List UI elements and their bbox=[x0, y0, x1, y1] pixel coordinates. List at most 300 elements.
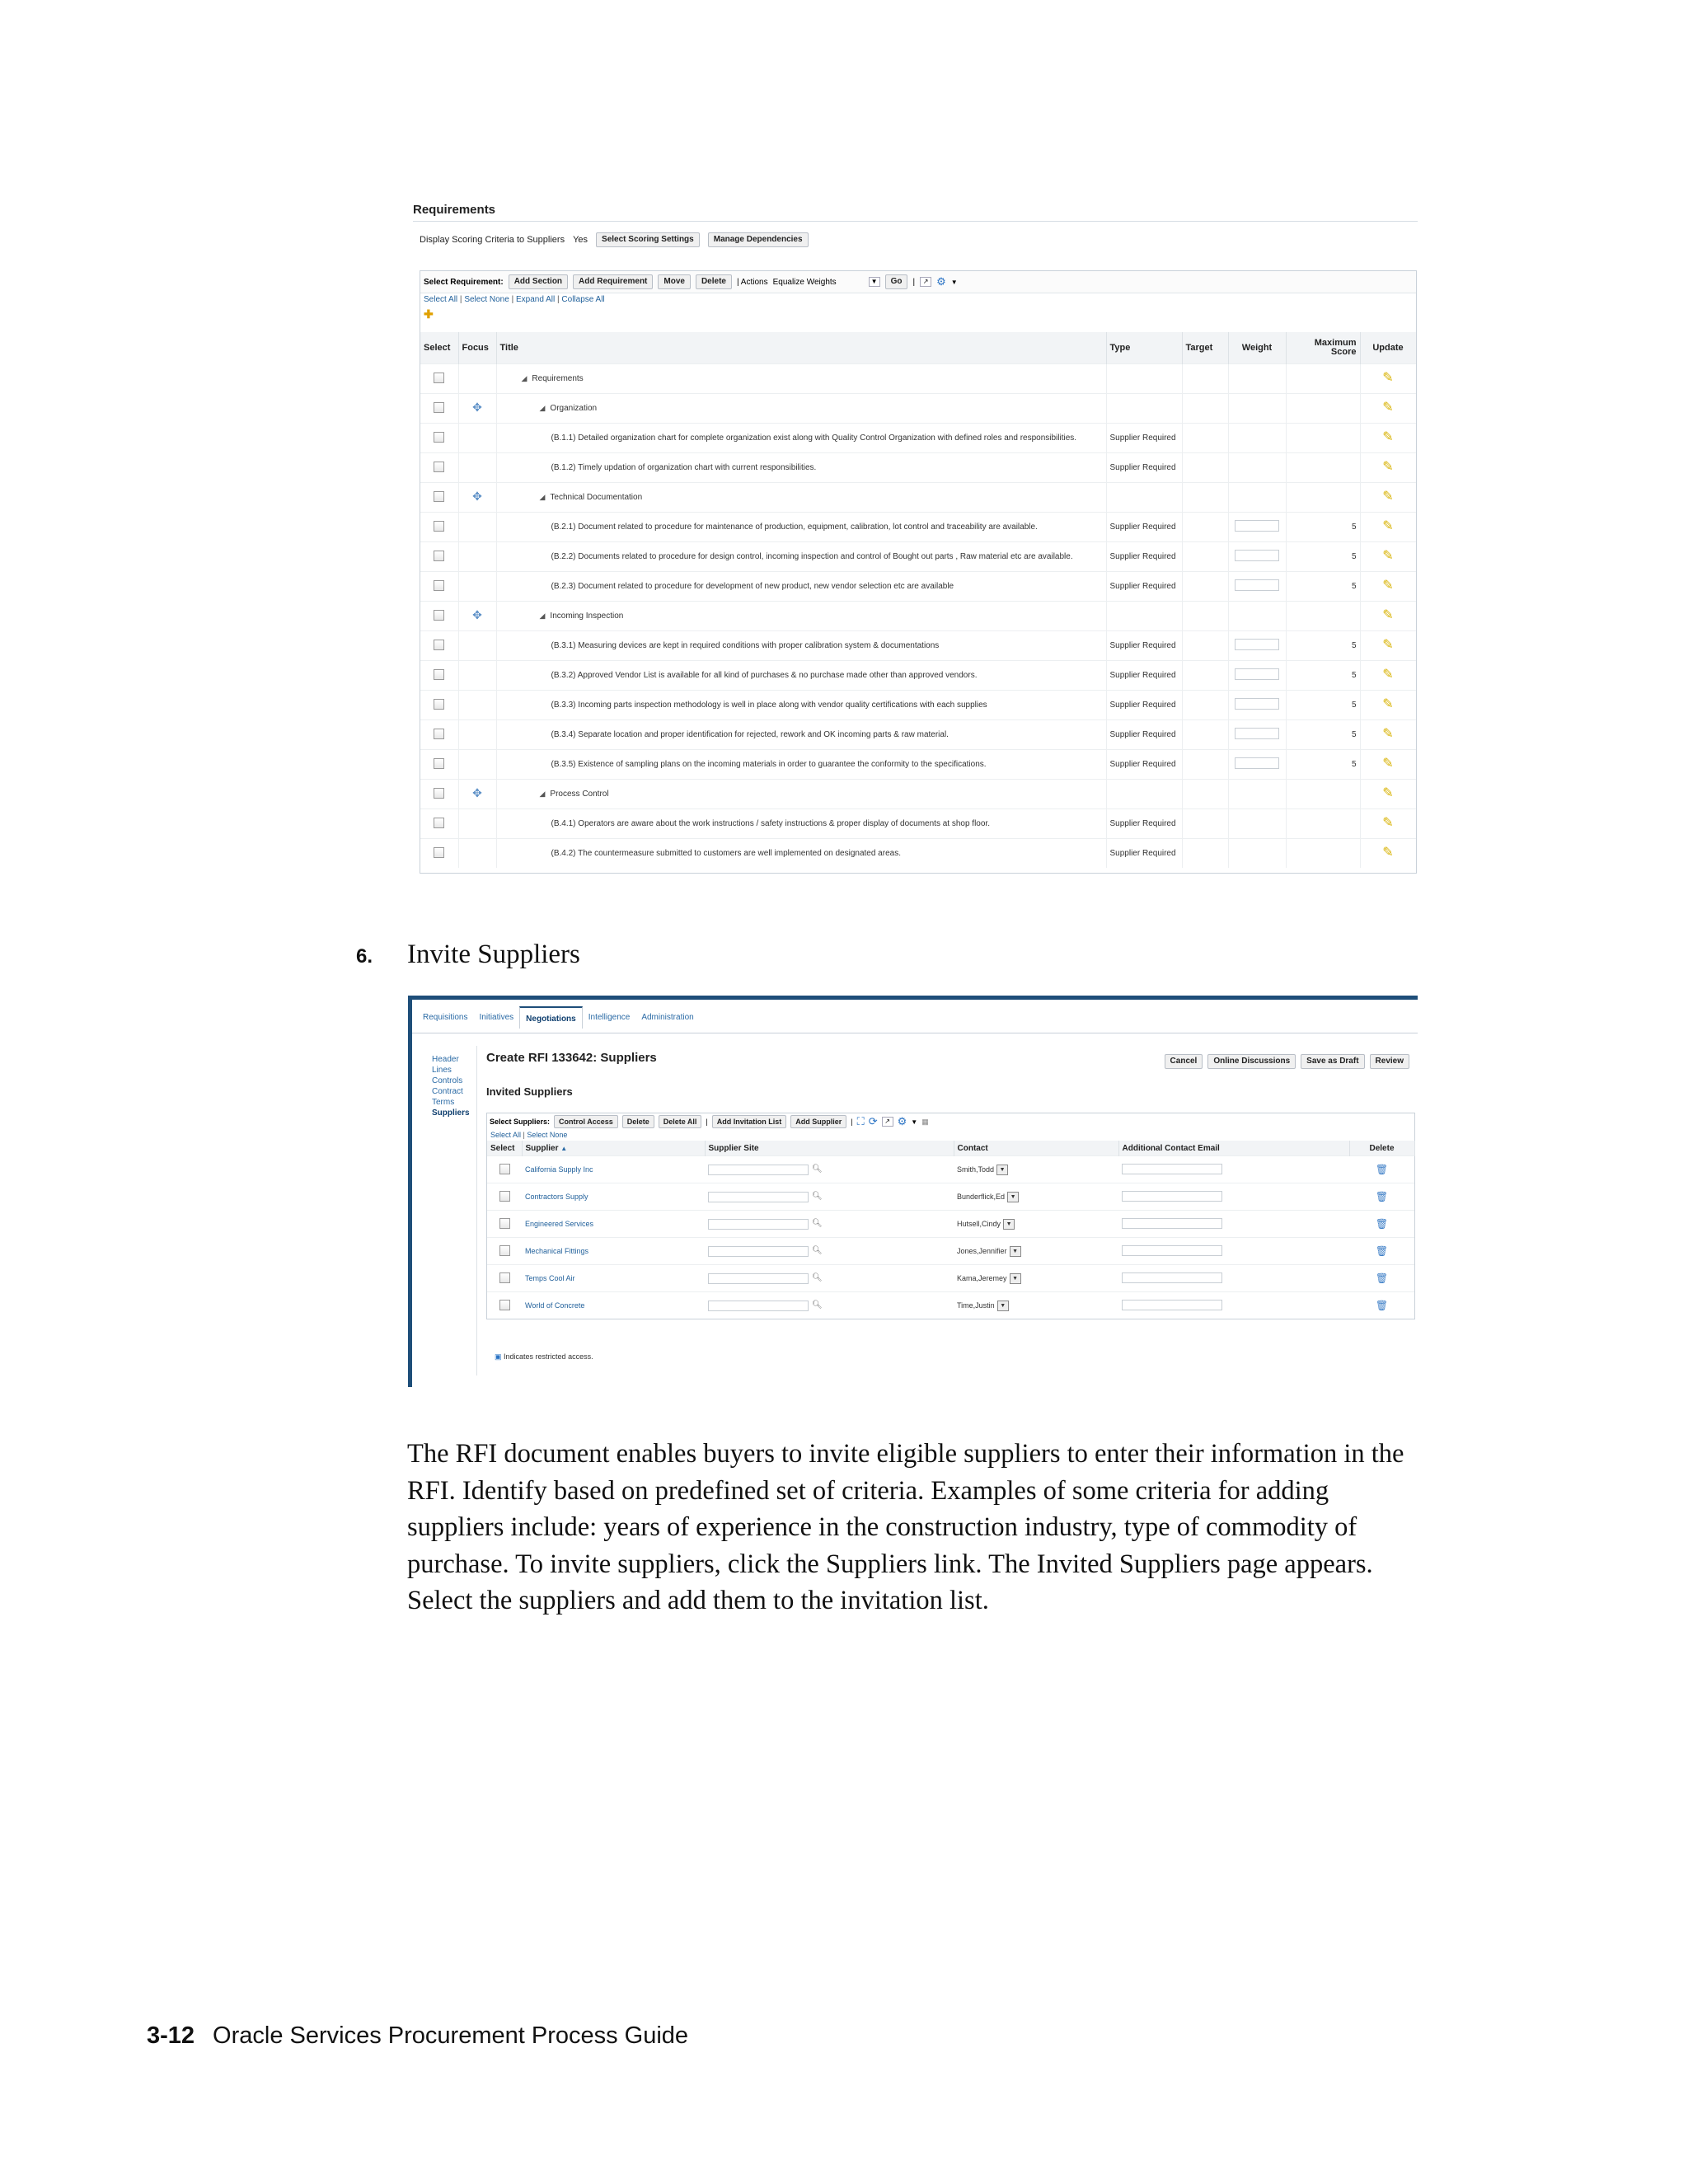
save-as-draft-button[interactable]: Save as Draft bbox=[1301, 1054, 1364, 1069]
weight-cell bbox=[1228, 483, 1286, 513]
score-cell: 5 bbox=[1286, 691, 1360, 720]
supplier-site-cell bbox=[705, 1238, 954, 1265]
email-cell bbox=[1118, 1183, 1349, 1211]
supplier-site-input[interactable] bbox=[708, 1165, 809, 1175]
select-all-link[interactable]: Select All bbox=[490, 1131, 522, 1139]
type-cell: Supplier Required bbox=[1106, 572, 1182, 602]
weight-input[interactable] bbox=[1235, 550, 1279, 561]
delete-cell bbox=[1349, 1238, 1414, 1265]
gear-icon[interactable]: ⚙ bbox=[897, 1115, 907, 1127]
trash-icon[interactable]: 🗑︎ bbox=[1375, 1245, 1389, 1257]
pencil-icon[interactable]: ✎ bbox=[1382, 846, 1394, 860]
table-row bbox=[420, 424, 1416, 453]
focus-cell bbox=[458, 394, 496, 424]
tab-initiatives[interactable]: Initiatives bbox=[479, 1013, 514, 1022]
supplier-site-cell bbox=[705, 1183, 954, 1211]
row-checkbox[interactable] bbox=[434, 373, 444, 383]
select-requirement-label: Select Requirement: bbox=[424, 277, 504, 287]
additional-email-input[interactable] bbox=[1122, 1191, 1222, 1202]
select-cell bbox=[420, 809, 458, 839]
select-cell bbox=[420, 602, 458, 631]
weight-input[interactable] bbox=[1235, 668, 1279, 680]
separator: | bbox=[706, 1118, 708, 1126]
select-cell bbox=[420, 424, 458, 453]
weight-cell bbox=[1228, 631, 1286, 661]
requirement-title: (B.3.3) Incoming parts inspection methodology is well in place along with vendor quality certifications with each supplies bbox=[551, 701, 987, 710]
weight-input[interactable] bbox=[1235, 520, 1279, 532]
row-checkbox[interactable] bbox=[499, 1272, 510, 1283]
weight-cell bbox=[1228, 453, 1286, 483]
contact-value: Jones,Jennifier bbox=[957, 1246, 1007, 1255]
row-checkbox[interactable] bbox=[434, 729, 444, 739]
delete-cell bbox=[1349, 1292, 1414, 1319]
table-row bbox=[420, 483, 1416, 513]
title-cell bbox=[496, 572, 1106, 602]
row-checkbox[interactable] bbox=[499, 1218, 510, 1229]
chevron-down-icon[interactable]: ▼ bbox=[996, 1165, 1008, 1175]
refresh-icon[interactable]: ⟳ bbox=[868, 1115, 878, 1127]
additional-email-input[interactable] bbox=[1122, 1300, 1222, 1310]
update-cell bbox=[1360, 780, 1416, 809]
add-section-button[interactable]: Add Section bbox=[509, 274, 568, 289]
search-icon[interactable]: 🔍︎ bbox=[812, 1219, 823, 1229]
pencil-icon[interactable]: ✎ bbox=[1382, 430, 1394, 444]
delete-cell bbox=[1349, 1183, 1414, 1211]
expand-triangle-icon[interactable]: ◢ bbox=[521, 374, 528, 382]
focus-icon[interactable]: ✥ bbox=[472, 490, 482, 503]
select-cell bbox=[420, 750, 458, 780]
review-button[interactable]: Review bbox=[1370, 1054, 1409, 1069]
table-row bbox=[420, 780, 1416, 809]
manage-dependencies-button[interactable]: Manage Dependencies bbox=[708, 232, 809, 247]
page-number: 3-12 bbox=[147, 2022, 195, 2049]
weight-cell bbox=[1228, 691, 1286, 720]
supplier-link[interactable]: California Supply Inc bbox=[525, 1165, 593, 1174]
table-row bbox=[420, 631, 1416, 661]
row-checkbox[interactable] bbox=[434, 699, 444, 710]
collapse-all-link[interactable]: Collapse All bbox=[561, 295, 605, 304]
select-cell bbox=[420, 364, 458, 394]
supplier-link[interactable]: Temps Cool Air bbox=[525, 1274, 575, 1282]
focus-cell bbox=[458, 661, 496, 691]
type-cell bbox=[1106, 483, 1182, 513]
target-cell bbox=[1182, 691, 1228, 720]
column-header: Contact bbox=[954, 1141, 1118, 1156]
supplier-cell bbox=[522, 1265, 705, 1292]
title-cell bbox=[496, 750, 1106, 780]
table-row bbox=[420, 364, 1416, 394]
step-title: Invite Suppliers bbox=[407, 940, 580, 969]
supplier-link[interactable]: Mechanical Fittings bbox=[525, 1247, 589, 1255]
export-icon[interactable]: ↗ bbox=[882, 1117, 893, 1127]
update-cell bbox=[1360, 661, 1416, 691]
export-icon[interactable]: ↗ bbox=[920, 277, 931, 287]
table-row bbox=[420, 602, 1416, 631]
actions-label: | Actions bbox=[736, 277, 768, 287]
supplier-site-input[interactable] bbox=[708, 1246, 809, 1257]
restricted-access-note: ▣ Indicates restricted access. bbox=[495, 1352, 593, 1361]
detach-icon[interactable]: ⛶ bbox=[856, 1115, 865, 1127]
select-cell bbox=[420, 661, 458, 691]
tab-requisitions[interactable]: Requisitions bbox=[423, 1013, 468, 1022]
weight-input[interactable] bbox=[1235, 728, 1279, 739]
row-checkbox[interactable] bbox=[434, 462, 444, 472]
title-cell bbox=[496, 661, 1106, 691]
weight-input[interactable] bbox=[1235, 639, 1279, 650]
contact-cell bbox=[954, 1183, 1118, 1211]
tab-intelligence[interactable]: Intelligence bbox=[588, 1013, 631, 1022]
add-invitation-list-button[interactable]: Add Invitation List bbox=[712, 1115, 787, 1128]
row-checkbox[interactable] bbox=[499, 1164, 510, 1174]
supplier-site-input[interactable] bbox=[708, 1273, 809, 1284]
target-cell bbox=[1182, 542, 1228, 572]
pencil-icon[interactable]: ✎ bbox=[1382, 401, 1394, 415]
suppliers-screenshot bbox=[408, 996, 1418, 1387]
target-cell bbox=[1182, 839, 1228, 869]
contact-value: Bunderflick,Ed bbox=[957, 1192, 1006, 1201]
requirement-title: (B.3.5) Existence of sampling plans on the incoming materials in order to guarantee the conformity to the specifications. bbox=[551, 760, 987, 769]
pencil-icon[interactable]: ✎ bbox=[1382, 757, 1394, 771]
chevron-down-icon[interactable]: ▼ bbox=[997, 1301, 1009, 1311]
chevron-down-icon[interactable]: ▼ bbox=[869, 277, 880, 287]
title-cell bbox=[496, 542, 1106, 572]
trash-icon[interactable]: 🗑︎ bbox=[1375, 1218, 1389, 1230]
search-icon[interactable]: 🔍︎ bbox=[812, 1192, 823, 1202]
display-scoring-value: Yes bbox=[573, 235, 588, 245]
chevron-down-icon[interactable]: ▼ bbox=[1010, 1273, 1021, 1284]
search-icon[interactable]: 🔍︎ bbox=[812, 1273, 823, 1283]
update-cell bbox=[1360, 602, 1416, 631]
requirements-table bbox=[420, 332, 1417, 868]
score-cell bbox=[1286, 602, 1360, 631]
column-header: Delete bbox=[1349, 1141, 1414, 1156]
weight-cell bbox=[1228, 542, 1286, 572]
update-cell bbox=[1360, 631, 1416, 661]
update-cell bbox=[1360, 483, 1416, 513]
table-row bbox=[487, 1265, 1414, 1292]
requirement-title: (B.3.1) Measuring devices are kept in required conditions with proper calibration system & documentations bbox=[551, 641, 940, 650]
table-row bbox=[420, 839, 1416, 869]
row-checkbox[interactable] bbox=[499, 1300, 510, 1310]
table-row bbox=[420, 691, 1416, 720]
update-cell bbox=[1360, 691, 1416, 720]
side-nav-header[interactable]: Header bbox=[432, 1055, 459, 1064]
expand-triangle-icon[interactable]: ◢ bbox=[539, 404, 546, 412]
type-cell bbox=[1106, 780, 1182, 809]
search-icon[interactable]: 🔍︎ bbox=[812, 1301, 823, 1310]
select-none-link[interactable]: Select None bbox=[527, 1131, 568, 1139]
row-checkbox[interactable] bbox=[434, 402, 444, 413]
row-checkbox[interactable] bbox=[434, 432, 444, 443]
delete-all-button[interactable]: Delete All bbox=[659, 1115, 702, 1128]
title-cell bbox=[496, 780, 1106, 809]
requirement-title: (B.1.2) Timely updation of organization chart with current responsibilities. bbox=[551, 463, 817, 472]
row-checkbox[interactable] bbox=[499, 1191, 510, 1202]
select-cell bbox=[420, 394, 458, 424]
side-nav-contract-terms[interactable]: Contract Terms bbox=[432, 1087, 463, 1107]
side-nav-suppliers[interactable]: Suppliers bbox=[432, 1108, 470, 1118]
chevron-down-icon[interactable]: ▼ bbox=[1010, 1246, 1021, 1257]
row-checkbox[interactable] bbox=[434, 491, 444, 502]
additional-email-input[interactable] bbox=[1122, 1218, 1222, 1229]
score-cell bbox=[1286, 809, 1360, 839]
weight-cell bbox=[1228, 572, 1286, 602]
selection-links: Select All | Select None | Expand All | Collapse All bbox=[424, 295, 605, 304]
table-row bbox=[420, 542, 1416, 572]
move-button[interactable]: Move bbox=[658, 274, 691, 289]
focus-cell bbox=[458, 453, 496, 483]
weight-cell bbox=[1228, 839, 1286, 869]
delete-cell bbox=[1349, 1265, 1414, 1292]
table-header-row bbox=[487, 1141, 1414, 1156]
pencil-icon[interactable]: ✎ bbox=[1382, 638, 1394, 652]
focus-icon[interactable]: ✥ bbox=[472, 786, 482, 799]
weight-input[interactable] bbox=[1235, 757, 1279, 769]
supplier-site-input[interactable] bbox=[708, 1192, 809, 1202]
target-cell bbox=[1182, 750, 1228, 780]
side-nav-controls[interactable]: Controls bbox=[432, 1076, 463, 1085]
title-cell bbox=[496, 424, 1106, 453]
separator: | bbox=[851, 1118, 853, 1126]
pencil-icon[interactable]: ✎ bbox=[1382, 697, 1394, 711]
target-cell bbox=[1182, 394, 1228, 424]
supplier-link[interactable]: Engineered Services bbox=[525, 1220, 594, 1228]
section-title: Invited Suppliers bbox=[486, 1085, 573, 1098]
suppliers-panel bbox=[486, 1113, 1415, 1319]
restricted-access-icon: ▣ bbox=[495, 1352, 502, 1361]
row-checkbox[interactable] bbox=[434, 580, 444, 591]
column-header: Weight bbox=[1228, 332, 1286, 364]
select-cell bbox=[420, 691, 458, 720]
divider bbox=[476, 1046, 477, 1376]
suppliers-toolbar bbox=[487, 1113, 1414, 1130]
focus-cell bbox=[458, 780, 496, 809]
additional-email-input[interactable] bbox=[1122, 1164, 1222, 1174]
weight-cell bbox=[1228, 750, 1286, 780]
supplier-link[interactable]: World of Concrete bbox=[525, 1301, 585, 1310]
supplier-link[interactable]: Contractors Supply bbox=[525, 1193, 588, 1201]
row-checkbox[interactable] bbox=[434, 640, 444, 650]
tab-negotiations[interactable]: Negotiations bbox=[519, 1006, 583, 1029]
update-cell bbox=[1360, 364, 1416, 394]
control-access-button[interactable]: Control Access bbox=[554, 1115, 618, 1128]
suppliers-table bbox=[487, 1141, 1415, 1319]
title-cell bbox=[496, 364, 1106, 394]
expand-triangle-icon[interactable]: ◢ bbox=[539, 612, 546, 620]
focus-icon[interactable]: ✥ bbox=[472, 401, 482, 414]
score-cell: 5 bbox=[1286, 513, 1360, 542]
title-cell bbox=[496, 453, 1106, 483]
additional-email-input[interactable] bbox=[1122, 1272, 1222, 1283]
chevron-down-icon[interactable]: ▼ bbox=[911, 1118, 918, 1126]
row-checkbox[interactable] bbox=[434, 521, 444, 532]
row-checkbox[interactable] bbox=[434, 669, 444, 680]
row-checkbox[interactable] bbox=[434, 758, 444, 769]
table-row bbox=[420, 750, 1416, 780]
select-cell bbox=[420, 572, 458, 602]
chevron-down-icon[interactable]: ▼ bbox=[1007, 1192, 1019, 1202]
pencil-icon[interactable]: ✎ bbox=[1382, 727, 1394, 741]
type-cell: Supplier Required bbox=[1106, 631, 1182, 661]
expand-all-link[interactable]: Expand All bbox=[515, 295, 556, 304]
sort-ascending-icon[interactable]: ▲ bbox=[560, 1144, 568, 1152]
trash-icon[interactable]: 🗑︎ bbox=[1375, 1300, 1389, 1311]
score-cell bbox=[1286, 839, 1360, 869]
select-cell bbox=[487, 1211, 522, 1238]
email-cell bbox=[1118, 1211, 1349, 1238]
focus-icon[interactable]: ✥ bbox=[472, 608, 482, 621]
title-cell bbox=[496, 483, 1106, 513]
row-checkbox[interactable] bbox=[434, 610, 444, 621]
title-cell bbox=[496, 720, 1106, 750]
score-cell bbox=[1286, 453, 1360, 483]
table-row bbox=[487, 1238, 1414, 1265]
go-button[interactable]: Go bbox=[885, 274, 908, 289]
type-cell bbox=[1106, 602, 1182, 631]
trash-icon[interactable]: 🗑︎ bbox=[1375, 1272, 1389, 1284]
score-cell bbox=[1286, 394, 1360, 424]
supplier-site-input[interactable] bbox=[708, 1219, 809, 1230]
expand-triangle-icon[interactable]: ◢ bbox=[539, 790, 546, 798]
row-checkbox[interactable] bbox=[434, 847, 444, 858]
search-icon[interactable]: 🔍︎ bbox=[812, 1165, 823, 1174]
delete-button[interactable]: Delete bbox=[696, 274, 732, 289]
score-cell: 5 bbox=[1286, 542, 1360, 572]
contact-value: Hutsell,Cindy bbox=[957, 1219, 1001, 1228]
table-row bbox=[487, 1292, 1414, 1319]
table-row bbox=[420, 720, 1416, 750]
supplier-site-input[interactable] bbox=[708, 1301, 809, 1311]
pencil-icon[interactable]: ✎ bbox=[1382, 519, 1394, 533]
column-header: Select bbox=[487, 1141, 522, 1156]
contact-value: Smith,Todd bbox=[957, 1165, 995, 1174]
type-cell: Supplier Required bbox=[1106, 513, 1182, 542]
column-header: Supplier Site bbox=[705, 1141, 954, 1156]
table-row bbox=[487, 1211, 1414, 1238]
type-cell: Supplier Required bbox=[1106, 839, 1182, 869]
table-row bbox=[420, 661, 1416, 691]
row-checkbox[interactable] bbox=[499, 1245, 510, 1256]
weight-cell bbox=[1228, 424, 1286, 453]
row-checkbox[interactable] bbox=[434, 788, 444, 799]
column-header: Type bbox=[1106, 332, 1182, 364]
pencil-icon[interactable]: ✎ bbox=[1382, 816, 1394, 830]
search-icon[interactable]: 🔍︎ bbox=[812, 1246, 823, 1256]
page-actions bbox=[1165, 1054, 1409, 1069]
display-scoring-label: Display Scoring Criteria to Suppliers bbox=[420, 235, 565, 245]
chevron-down-icon[interactable]: ▼ bbox=[950, 278, 958, 286]
focus-cell bbox=[458, 542, 496, 572]
pencil-icon[interactable]: ✎ bbox=[1382, 371, 1394, 385]
target-cell bbox=[1182, 780, 1228, 809]
add-supplier-button[interactable]: Add Supplier bbox=[790, 1115, 846, 1128]
side-nav-lines[interactable]: Lines bbox=[432, 1066, 452, 1075]
trash-icon[interactable]: 🗑︎ bbox=[1375, 1164, 1389, 1175]
weight-input[interactable] bbox=[1235, 579, 1279, 591]
email-cell bbox=[1118, 1292, 1349, 1319]
select-cell bbox=[420, 780, 458, 809]
expand-triangle-icon[interactable]: ◢ bbox=[539, 493, 546, 501]
target-cell bbox=[1182, 809, 1228, 839]
requirements-panel bbox=[420, 270, 1417, 874]
table-row bbox=[420, 513, 1416, 542]
add-plus-icon[interactable]: ✚ bbox=[424, 307, 434, 321]
supplier-cell bbox=[522, 1292, 705, 1319]
freeze-icon[interactable]: ▦ bbox=[921, 1117, 929, 1126]
type-cell: Supplier Required bbox=[1106, 691, 1182, 720]
score-cell bbox=[1286, 424, 1360, 453]
column-header[interactable]: Supplier ▲ bbox=[522, 1141, 705, 1156]
weight-cell bbox=[1228, 661, 1286, 691]
pencil-icon[interactable]: ✎ bbox=[1382, 668, 1394, 682]
select-cell bbox=[420, 453, 458, 483]
supplier-cell bbox=[522, 1238, 705, 1265]
weight-input[interactable] bbox=[1235, 698, 1279, 710]
table-row bbox=[420, 453, 1416, 483]
pencil-icon[interactable]: ✎ bbox=[1382, 490, 1394, 504]
requirement-title: (B.2.3) Document related to procedure for development of new product, new vendor selection etc are available bbox=[551, 582, 954, 591]
focus-cell bbox=[458, 809, 496, 839]
target-cell bbox=[1182, 513, 1228, 542]
add-requirement-button[interactable]: Add Requirement bbox=[573, 274, 653, 289]
score-cell bbox=[1286, 483, 1360, 513]
step-heading bbox=[356, 940, 580, 970]
pencil-icon[interactable]: ✎ bbox=[1382, 549, 1394, 563]
actions-select[interactable]: Equalize Weights bbox=[772, 277, 837, 287]
target-cell bbox=[1182, 661, 1228, 691]
focus-cell bbox=[458, 631, 496, 661]
update-cell bbox=[1360, 809, 1416, 839]
select-scoring-settings-button[interactable]: Select Scoring Settings bbox=[596, 232, 700, 247]
pencil-icon[interactable]: ✎ bbox=[1382, 786, 1394, 800]
delete-cell bbox=[1349, 1156, 1414, 1183]
additional-email-input[interactable] bbox=[1122, 1245, 1222, 1256]
supplier-cell bbox=[522, 1211, 705, 1238]
focus-cell bbox=[458, 839, 496, 869]
select-none-link[interactable]: Select None bbox=[464, 295, 509, 304]
tab-administration[interactable]: Administration bbox=[641, 1013, 694, 1022]
pencil-icon[interactable]: ✎ bbox=[1382, 460, 1394, 474]
pencil-icon[interactable]: ✎ bbox=[1382, 608, 1394, 622]
title-cell bbox=[496, 631, 1106, 661]
pencil-icon[interactable]: ✎ bbox=[1382, 579, 1394, 593]
score-cell: 5 bbox=[1286, 750, 1360, 780]
row-checkbox[interactable] bbox=[434, 818, 444, 828]
online-discussions-button[interactable]: Online Discussions bbox=[1207, 1054, 1296, 1069]
table-row bbox=[420, 394, 1416, 424]
cancel-button[interactable]: Cancel bbox=[1165, 1054, 1203, 1069]
chevron-down-icon[interactable]: ▼ bbox=[1003, 1219, 1015, 1230]
requirement-title: Organization bbox=[550, 404, 598, 413]
delete-button[interactable]: Delete bbox=[622, 1115, 654, 1128]
column-header: Maximum Score bbox=[1286, 332, 1360, 364]
select-cell bbox=[420, 513, 458, 542]
select-all-link[interactable]: Select All bbox=[424, 295, 458, 304]
requirement-title: (B.3.4) Separate location and proper identification for rejected, rework and OK incoming parts & raw material. bbox=[551, 730, 949, 739]
target-cell bbox=[1182, 602, 1228, 631]
select-cell bbox=[420, 542, 458, 572]
column-header: Additional Contact Email bbox=[1118, 1141, 1349, 1156]
select-suppliers-label: Select Suppliers: bbox=[490, 1118, 551, 1126]
select-cell bbox=[487, 1183, 522, 1211]
table-header-row bbox=[420, 332, 1416, 364]
row-checkbox[interactable] bbox=[434, 551, 444, 561]
trash-icon[interactable]: 🗑︎ bbox=[1375, 1191, 1389, 1202]
requirements-screenshot bbox=[408, 194, 1418, 874]
gear-icon[interactable]: ⚙ bbox=[936, 275, 946, 288]
type-cell: Supplier Required bbox=[1106, 720, 1182, 750]
select-cell bbox=[420, 631, 458, 661]
